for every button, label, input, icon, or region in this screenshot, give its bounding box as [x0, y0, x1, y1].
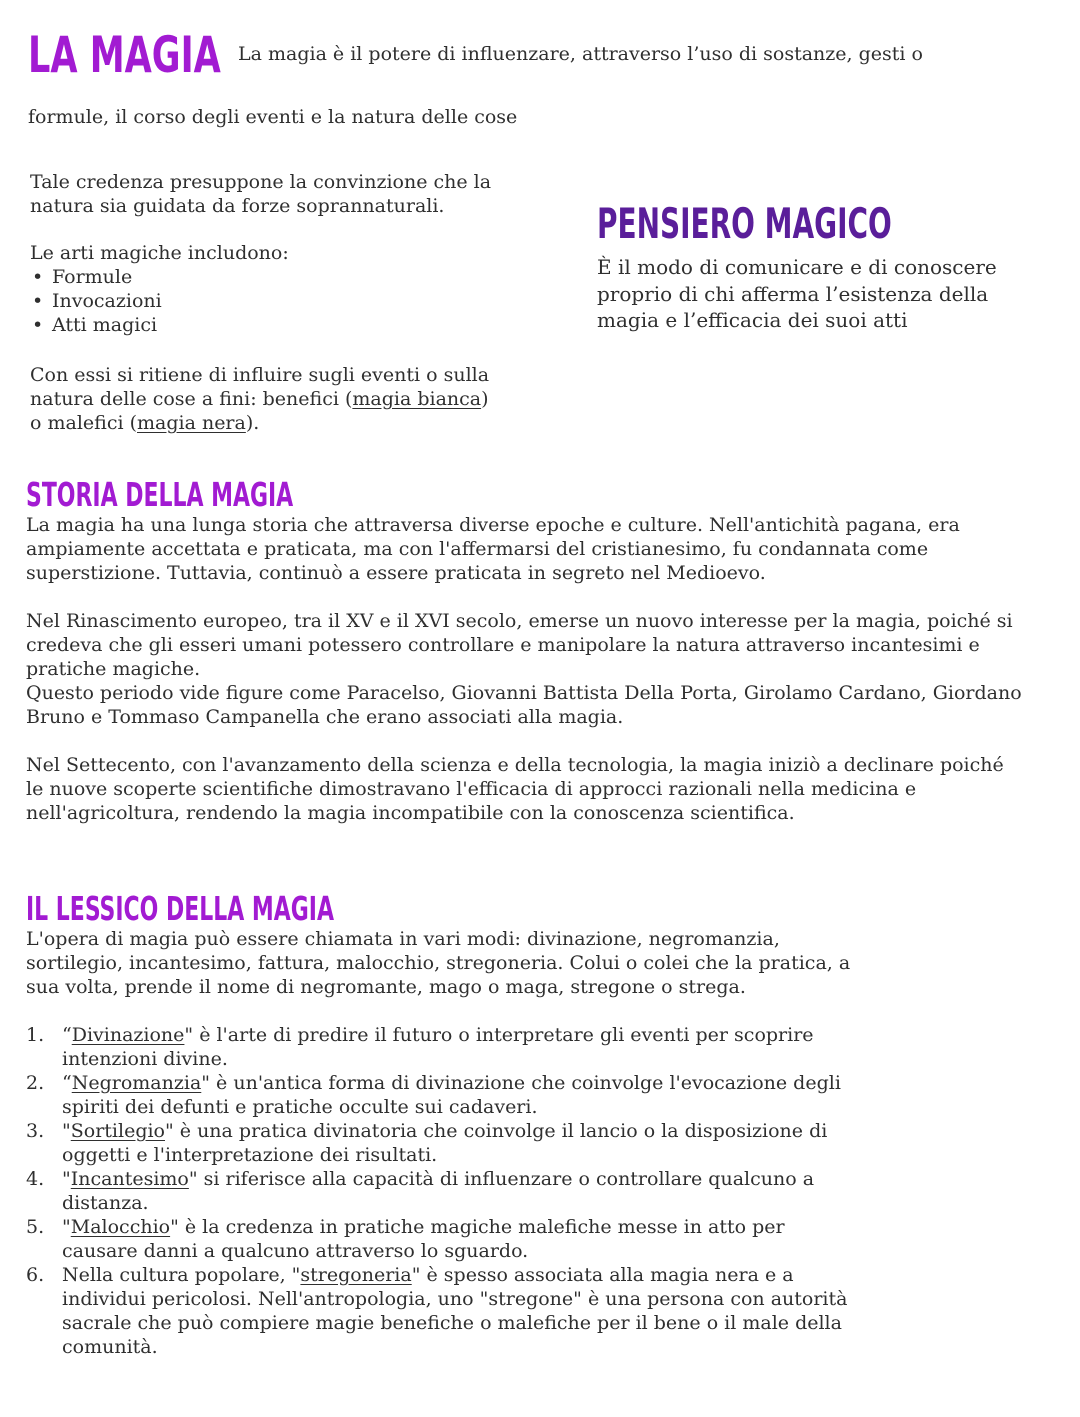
term-prefix: " [62, 1216, 71, 1238]
term-prefix: " [62, 1120, 71, 1142]
purpose-text: Con essi si ritiene di influire sugli eventi o sulla natura delle cose a fini: benefici ( [30, 364, 490, 410]
list-number: 4. [26, 1168, 45, 1190]
list-number: 2. [26, 1072, 45, 1094]
list-item [26, 1167, 856, 1215]
lessico-intro: L'opera di magia può essere chiamata in vari modi: divinazione, negromanzia, sortilegio, incantesimo, fattura, malocchio, stregoneria. Colui o colei che la pratica, a sua volta, prende il nome di negromante, mago o maga, stregone o strega. [26, 928, 851, 998]
lessico-list [26, 1023, 856, 1359]
term-prefix: “ [62, 1024, 72, 1046]
term-incantesimo: Incantesimo [70, 1168, 189, 1190]
list-item: • Atti magici [30, 313, 500, 337]
term-prefix: " [62, 1168, 71, 1190]
list-item [26, 1071, 856, 1119]
list-number: 1. [26, 1024, 45, 1046]
list-number: 6. [26, 1264, 45, 1286]
lessico-body [26, 927, 856, 1359]
arts-intro: Le arti magiche includono: [30, 242, 289, 264]
list-number: 3. [26, 1120, 45, 1142]
arts-list [30, 265, 500, 337]
term-definition: " si riferisce alla capacità di influenzare o controllare qualcuno a distanza. [62, 1168, 815, 1214]
storia-paragraph-3: Questo periodo vide figure come Paracelso, Giovanni Battista Della Porta, Girolamo Cardano, Giordano Bruno e Tommaso Campanella che erano associati alla magia. [26, 682, 1022, 728]
list-item [26, 1263, 856, 1359]
purpose-paragraph [30, 363, 500, 435]
list-item: • Invocazioni [30, 289, 500, 313]
page-title: LA MAGIA [28, 26, 221, 84]
belief-paragraph: Tale credenza presuppone la convinzione che la natura sia guidata da forze soprannaturali. [30, 171, 492, 217]
term-negromanzia: Negromanzia [71, 1072, 202, 1094]
term-definition: " è una pratica divinatoria che coinvolge il lancio o la disposizione di oggetti e l'interpretazione dei risultati. [62, 1120, 828, 1166]
term-definition: " è la credenza in pratiche magiche malefiche messe in atto per causare danni a qualcuno attraverso lo sguardo. [62, 1216, 785, 1262]
term-definition: " è un'antica forma di divinazione che coinvolge l'evocazione degli spiriti dei defunti e pratiche occulte sui cadaveri. [62, 1072, 841, 1118]
term-sortilegio: Sortilegio [70, 1120, 165, 1142]
term-stregoneria: stregoneria [300, 1264, 412, 1286]
arts-block [30, 241, 500, 337]
list-item [26, 1215, 856, 1263]
term-prefix: Nella cultura popolare, " [62, 1264, 301, 1286]
term-divinazione: Divinazione [71, 1024, 185, 1046]
list-item [26, 1119, 856, 1167]
list-number: 5. [26, 1216, 45, 1238]
lessico-title: IL LESSICO DELLA MAGIA [26, 889, 334, 928]
term-definition: " è spesso associata alla magia nera e a individui pericolosi. Nell'antropologia, uno "stregone" è una persona con autorità sacrale che può compiere magie benefiche o malefiche per il bene o il male della comunità. [62, 1264, 848, 1358]
term-malocchio: Malocchio [70, 1216, 171, 1238]
term-definition: " è l'arte di predire il futuro o interpretare gli eventi per scoprire intenzioni divine. [62, 1024, 814, 1070]
storia-paragraph-1: La magia ha una lunga storia che attraversa diverse epoche e culture. Nell'antichità pagana, era ampiamente accettata e praticata, ma con l'affermarsi del cristianesimo, fu condannata come superstizione. Tuttavia, continuò a essere praticata in segreto nel Medioevo. [26, 514, 960, 584]
intro-line-1: La magia è il potere di influenzare, attraverso l’uso di sostanze, gesti o [238, 43, 923, 65]
purpose-text: ) o malefici ( [30, 388, 489, 434]
storia-paragraph-2: Nel Rinascimento europeo, tra il XV e il XVI secolo, emerse un nuovo interesse per la magia, poiché si credeva che gli esseri umani potessero controllare e manipolare la natura attraverso incantesimi e pratiche magiche. [26, 610, 1013, 680]
magia-bianca-term: magia bianca [352, 388, 482, 410]
pensiero-text: È il modo di comunicare e di conoscere proprio di chi afferma l’esistenza della magia e l’efficacia dei suoi atti [597, 255, 997, 332]
pensiero-title: PENSIERO MAGICO [597, 199, 892, 248]
magia-nera-term: magia nera [137, 412, 246, 434]
storia-paragraph-4: Nel Settecento, con l'avanzamento della scienza e della tecnologia, la magia iniziò a declinare poiché le nuove scoperte scientifiche dimostravano l'efficacia di approcci razionali nella medicina e nell'agricoltura, rendendo la magia incompatibile con la conoscenza scientifica. [26, 754, 1004, 824]
list-item: • Formule [30, 265, 500, 289]
intro-line-2: formule, il corso degli eventi e la natura delle cose [28, 106, 518, 128]
list-item [26, 1023, 856, 1071]
purpose-text: ). [245, 412, 260, 434]
storia-title: STORIA DELLA MAGIA [26, 475, 294, 514]
term-prefix: “ [62, 1072, 72, 1094]
storia-body [26, 513, 1026, 825]
